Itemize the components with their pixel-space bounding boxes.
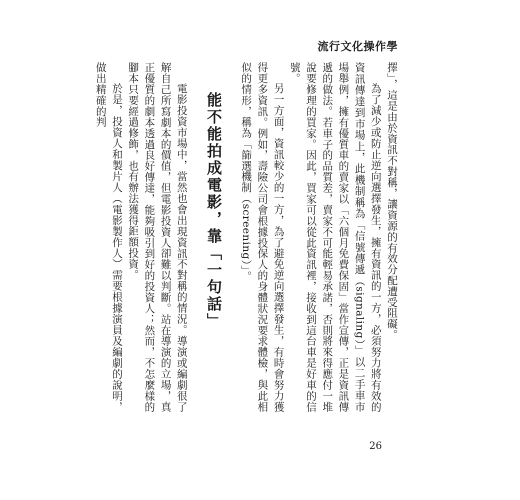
paragraph-film-investment: 電影投資市場中，當然也會出現資訊不對稱的情況。導演或編劇很了解自己所寫劇本的價值，但電影投資人卻難以判斷。站在導演的立場，真正優質的劇本透過良好傳達，能夠吸引到好的投資人；然而，不怎麼樣的腳本只要經過修飾，也有辦法獲得鉅額投資。	[127, 62, 188, 412]
running-head: 流行文化操作學	[317, 40, 398, 53]
paragraph-investors: 於是，投資人和製片人（電影製作人）需要根據演員及編劇的說明，做出精確的判	[94, 62, 123, 412]
section-heading: 能不能拍成電影，靠「一句話」	[204, 92, 223, 330]
paragraph-screening: 另一方面，資訊較少的一方，為了避免逆向選擇發生，有時會努力獲得更多資訊。例如，壽險公司會根據投保人的身體狀況要求體檢，與此相似的情形，稱為「篩選機制（screening）」。	[240, 62, 285, 412]
paragraph-signaling: 為了減少或防止逆向選擇發生，擁有資訊的一方，必須努力將有效的資訊傳達到市場上，此機制稱為「信號傳遞（signaling）」以二手車市場舉例，擁有優質車的賣家以「六個月免費保固」當作宣傳，正是資訊傳遞的做法。若車子的品質差，賣家不可能輕易承諾，否則將來得應付一堆說要修理的買家。因此，買家可以從此資訊裡，接收到這台車是好車的信號。	[288, 62, 382, 412]
page-number: 26	[369, 441, 382, 452]
body-text	[94, 62, 400, 412]
paragraph-continuation: 擇」，這是由於資訊不對稱，讓資源的有效分配遭受阻礙。	[386, 62, 398, 341]
